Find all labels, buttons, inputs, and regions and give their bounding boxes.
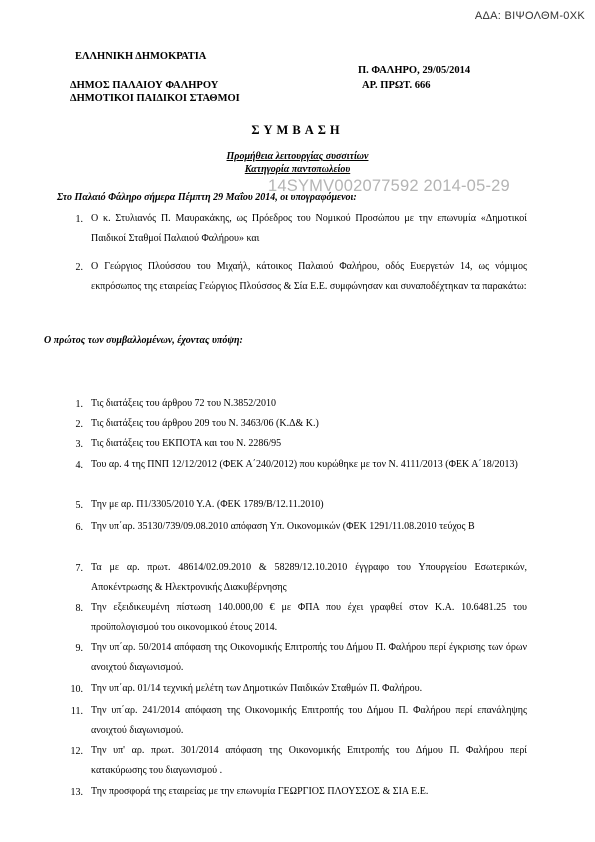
ada-code: ΑΔΑ: ΒΙΨΟΛΘΜ-0ΧΚ [474, 10, 585, 22]
item-number: 9. [75, 643, 83, 654]
item-number: 11. [70, 706, 83, 717]
item-number: 12. [70, 746, 83, 757]
item-number: 4. [75, 460, 83, 471]
ada-watermark: 14SYMV002077592 2014-05-29 [268, 177, 510, 195]
item-text: Την υπ΄αρ. 241/2014 απόφαση της Οικονομικής Επιτροπής του Δήμου Π. Φαλήρου περί επανάληψης ανοιχτού διαγωνισμού. [91, 705, 527, 736]
department-header: ΔΗΜΟΤΙΚΟΙ ΠΑΙΔΙΚΟΙ ΣΤΑΘΜΟΙ [70, 93, 240, 104]
item-text: Τις διατάξεις του ΕΚΠΟΤΑ και του Ν. 2286/95 [91, 438, 282, 449]
item-number: 2. [75, 262, 83, 273]
municipality-header: ΔΗΜΟΣ ΠΑΛΑΙΟΥ ΦΑΛΗΡΟΥ [70, 80, 219, 91]
item-text: Του αρ. 4 της ΠΝΠ 12/12/2012 (ΦΕΚ Α΄240/2012) που κυρώθηκε με τον Ν. 4111/2013 (ΦΕΚ Α΄18/2013) [91, 459, 518, 470]
item-number: 3. [75, 439, 83, 450]
protocol-number: ΑΡ. ΠΡΩΤ. 666 [362, 80, 431, 91]
item-number: 8. [75, 603, 83, 614]
item-text: Την εξειδικευμένη πίστωση 140.000,00 € με ΦΠΑ που έχει γραφθεί στον Κ.Α. 10.6481.25 του προϋπολογισμού του οικονομικού έτους 2014. [91, 602, 527, 633]
item-text: Τις διατάξεις του άρθρου 209 του Ν. 3463/06 (Κ.Δ& Κ.) [91, 418, 319, 429]
place-date: Π. ΦΑΛΗΡΟ, 29/05/2014 [358, 65, 471, 76]
item-text: Την με αρ. Π1/3305/2010 Υ.Α. (ΦΕΚ 1789/Β/12.11.2010) [91, 499, 324, 510]
item-number: 1. [75, 214, 83, 225]
item-text: Την υπ΄αρ. 01/14 τεχνική μελέτη των Δημοτικών Παιδικών Σταθμών Π. Φαλήρου. [91, 683, 423, 694]
document-title: ΣΥΜΒΑΣΗ [251, 123, 344, 137]
item-text: Την υπ' αρ. πρωτ. 301/2014 απόφαση της Οικονομικής Επιτροπής του Δήμου Π. Φαλήρου περί κατακύρωσης του διαγωνισμού . [91, 745, 527, 776]
item-text: Ο Γεώργιος Πλούσσου του Μιχαήλ, κάτοικος Παλαιού Φαλήρου, οδός Ευεργετών 14, ως νόμιμος εκπρόσωπος της εταιρείας Γεώργιος Πλούσσος & Σία Ε.Ε. συμφώνησαν και συναποδέχτηκαν τα παρακάτω: [91, 261, 527, 292]
item-text: Την υπ΄αρ. 50/2014 απόφαση της Οικονομικής Επιτροπής του Δήμου Π. Φαλήρου περί έγκρισης των όρων ανοιχτού διαγωνισμού. [91, 642, 527, 673]
item-text: Ο κ. Στυλιανός Π. Μαυρακάκης, ως Πρόεδρος του Νομικού Προσώπου με την επωνυμία «Δημοτικοί Παιδικοί Σταθμοί Παλαιού Φαλήρου» και [91, 213, 527, 244]
item-number: 7. [75, 563, 83, 574]
item-number: 5. [75, 500, 83, 511]
item-number: 10. [70, 684, 83, 695]
intro-line: Στο Παλαιό Φάληρο σήμερα Πέμπτη 29 Μαΐου 2014, οι υπογραφόμενοι: [57, 192, 357, 203]
item-text: Τις διατάξεις του άρθρου 72 του Ν.3852/2010 [91, 398, 277, 409]
subtitle-supply: Προμήθεια λειτουργίας συσσιτίων [226, 151, 369, 162]
section-heading: Ο πρώτος των συμβαλλομένων, έχοντας υπόψη: [44, 335, 243, 346]
item-number: 13. [70, 787, 83, 798]
item-number: 6. [75, 522, 83, 533]
republic-header: ΕΛΛΗΝΙΚΗ ΔΗΜΟΚΡΑΤΙΑ [75, 51, 207, 62]
item-number: 1. [75, 399, 83, 410]
item-text: Τα με αρ. πρωτ. 48614/02.09.2010 & 58289/12.10.2010 έγγραφο του Υπουργείου Εσωτερικών, Αποκέντρωσης & Ηλεκτρονικής Διακυβέρνησης [91, 562, 527, 593]
subtitle-category: Κατηγορία παντοπωλείου [244, 164, 351, 175]
item-number: 2. [75, 419, 83, 430]
item-text: Την προσφορά της εταιρείας με την επωνυμία ΓΕΩΡΓΙΟΣ ΠΛΟΥΣΣΟΣ & ΣΙΑ Ε.Ε. [91, 786, 429, 797]
item-text: Την υπ΄αρ. 35130/739/09.08.2010 απόφαση Υπ. Οικονομικών (ΦΕΚ 1291/11.08.2010 τεύχος Β [91, 521, 475, 532]
